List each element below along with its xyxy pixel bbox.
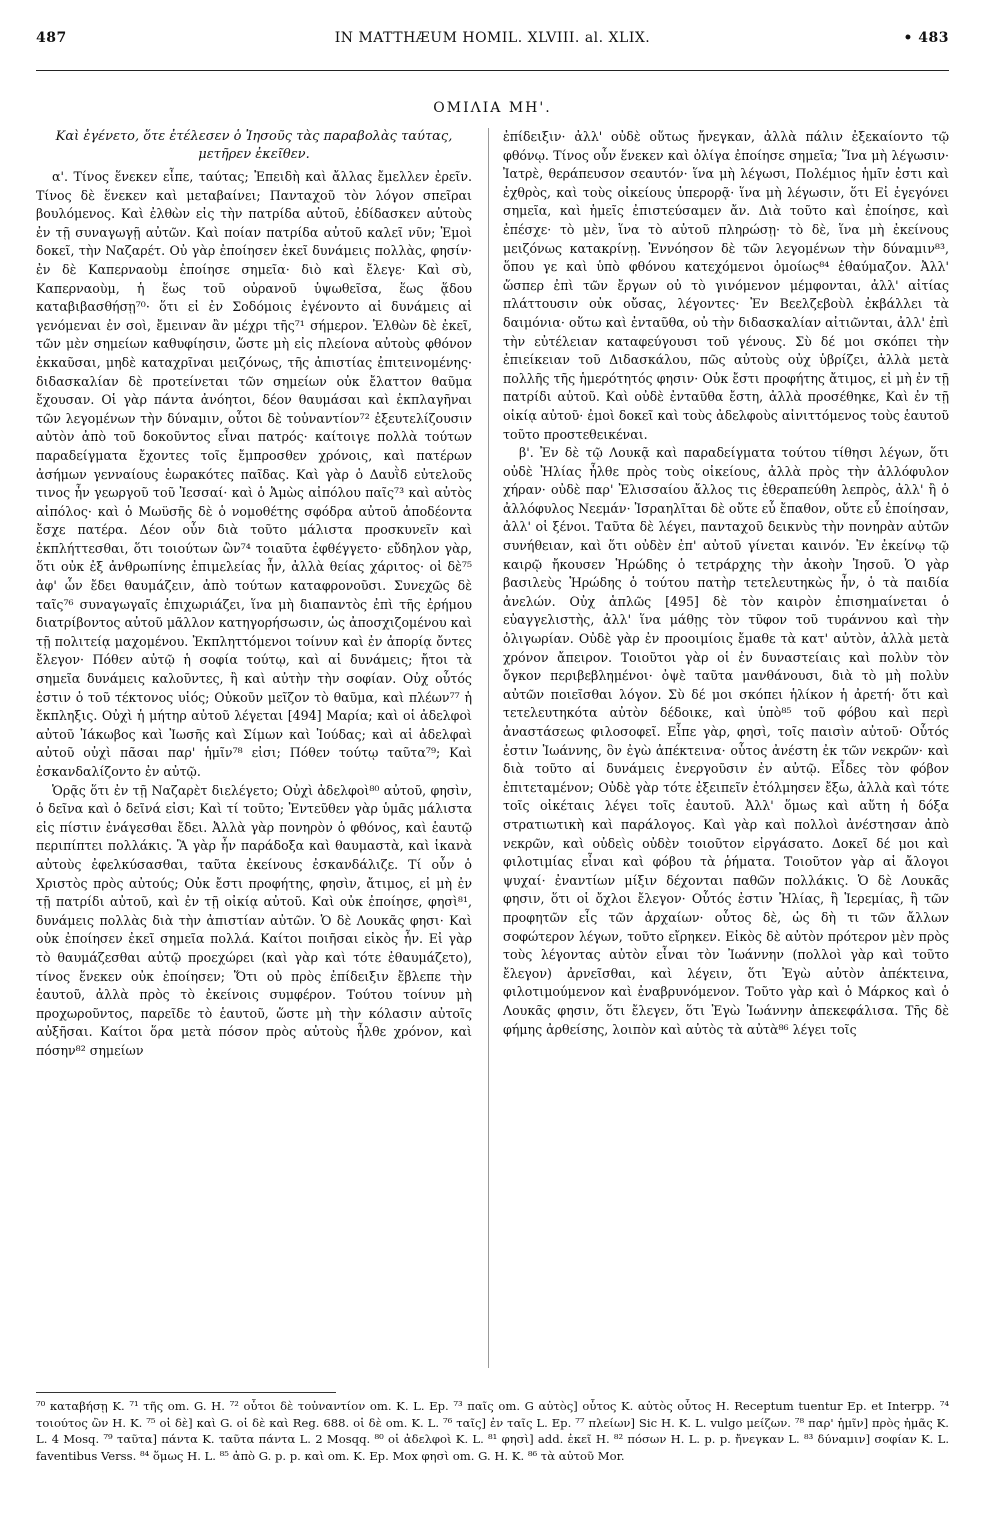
footnotes <box>36 1398 949 1464</box>
footnote-rule <box>36 1392 336 1393</box>
left-column <box>36 128 472 1061</box>
page-number-left: 487 <box>36 30 67 46</box>
left-paragraph-2: Ὁρᾷς ὅτι ἐν τῇ Ναζαρὲτ διελέγετο; Οὐχὶ ἀδελφοὶ⁸⁰ αὐτοῦ, φησὶν, ὁ δεῖνα καὶ ὁ δεῖνά εἰσι; Καὶ τί τοῦτο; Ἐντεῦθεν γὰρ ὑμᾶς μάλιστα εἰς πίστιν ἐνάγεσθαι ἔδει. Ἀλλὰ γὰρ πονηρὸν ὁ φθόνος, καὶ ἑαυτῷ περιπίπτει πολλάκις. Ἃ γὰρ ἦν παράδοξα καὶ θαυμαστὰ, καὶ ἱκανὰ αὐτοὺς ἐφελκύσασθαι, ταῦτα ἐκείνους ἐσκανδάλιζε. Τί οὖν ὁ Χριστὸς πρὸς αὐτούς; Οὐκ ἔστι προφήτης, φησὶν, ἄτιμος, εἰ μὴ ἐν τῇ πατρίδι αὐτοῦ, καὶ ἐν τῇ οἰκίᾳ αὐτοῦ. Καὶ οὐκ ἐποίησε, φησὶ⁸¹, δυνάμεις πολλὰς διὰ τὴν ἀπιστίαν αὐτῶν. Ὁ δὲ Λουκᾶς φησι· Καὶ οὐκ ἐποίησεν ἐκεῖ σημεῖα πολλά. Καίτοι ποιῆσαι εἰκὸς ἦν. Εἰ γὰρ τὸ θαυμάζεσθαι αὐτῷ προεχώρει (καὶ γὰρ καὶ τότε ἐθαυμάζετο), τίνος ἕνεκεν οὐκ ἐποίησεν; Ὅτι οὐ πρὸς ἐπίδειξιν ἔβλεπε τὴν ἑαυτοῦ, ἀλλὰ πρὸς τὸ ἐκείνοις συμφέρον. Τούτου τοίνυν μὴ προχωροῦντος, παρεῖδε τὸ ἑαυτοῦ, ὥστε μὴ τὴν κόλασιν αὐτοῖς αὐξῆσαι. Καίτοι ὅρα μετὰ πόσον πρὸς αὐτοὺς ἦλθε χρόνον, καὶ πόσην⁸² σημείων <box>36 782 472 1058</box>
header-rule <box>36 70 949 71</box>
column-divider <box>488 128 489 1368</box>
scripture-lemma: Καὶ ἐγένετο, ὅτε ἐτέλεσεν ὁ Ἰησοῦς τὰς παραβολὰς ταύτας, μετῆρεν ἐκεῖθεν. <box>55 129 453 162</box>
right-column <box>503 128 949 1039</box>
footnote-block: ⁷⁰ καταβήσῃ K. ⁷¹ τῆς om. G. H. ⁷² οὗτοι δὲ τοὐναντίον om. K. L. Ep. ⁷³ παῖς om. G αὐτὸς] οὗτος K. αὐτὸς οὗτος H. Receptum tuentur Ep. et Interpp. ⁷⁴ τοιούτος ὢν H. K. ⁷⁵ οἱ δὲ] καὶ G. οἱ δὲ καὶ Reg. 688. οἱ δὲ om. K. L. ⁷⁶ ταῖς] ἐν ταῖς L. Ep. ⁷⁷ πλείων] Sic H. K. L. vulgo μείζων. ⁷⁸ παρ' ἡμῖν] πρὸς ἡμᾶς K. L. 4 Mosq. ⁷⁹ ταῦτα] πάντα K. ταῦτα πάντα L. 2 Mosqq. ⁸⁰ οἱ ἀδελφοὶ K. L. ⁸¹ φησὶ] add. ἐκεῖ H. ⁸² πόσων H. L. p. p. ἤνεγκαν L. ⁸³ δύναμιν] σοφίαν K. L. faventibus Verss. ⁸⁴ ὅμως H. L. ⁸⁵ ἀπὸ G. p. p. καὶ om. K. Ep. Mox φησὶ om. G. H. K. ⁸⁶ τὰ αὐτοῦ Mor. <box>36 1399 949 1463</box>
homily-title: ΟΜΙΛΙΑ ΜΗ'. <box>433 100 552 116</box>
page-number-right: • 483 <box>903 30 949 46</box>
running-title: IN MATTHÆUM HOMIL. XLVIII. al. XLIX. <box>334 30 651 46</box>
right-paragraph-1: ἐπίδειξιν· ἀλλ' οὐδὲ οὕτως ἤνεγκαν, ἀλλὰ πάλιν ἐξεκαίοντο τῷ φθόνῳ. Τίνος οὖν ἕνεκεν καὶ ὀλίγα ἐποίησε σημεῖα; Ἵνα μὴ λέγωσιν· Ἰατρὲ, θεράπευσον σεαυτόν· ἵνα μὴ λέγωσι, Πολέμιος ἡμῖν ἐστι καὶ ἐχθρὸς, καὶ τοὺς οἰκείους ὑπερορᾷ· ἵνα μὴ λέγωσιν, ὅτι Εἰ ἐγεγόνει σημεῖα, καὶ ἡμεῖς ἐπιστεύσαμεν ἄν. Διὰ τοῦτο καὶ ἐποίησε, καὶ ἐπέσχε· τὸ μὲν, ἵνα τὸ αὐτοῦ πληρώσῃ· τὸ δὲ, ἵνα μὴ ἐκείνους μειζόνως κατακρίνῃ. Ἐννόησον δὲ τῶν λεγομένων τὴν δύναμιν⁸³, ὅπου γε καὶ ὑπὸ φθόνου κατεχόμενοι ὁμοίως⁸⁴ ἐθαύμαζον. Ἀλλ' ὥσπερ ἐπὶ τῶν ἔργων οὐ τὸ γινόμενον μέμφονται, ἀλλ' αἰτίας πλάττουσιν οὐκ οὔσας, λέγοντες· Ἐν Βεελζεβοὺλ ἐκβάλλει τὰ δαιμόνια· οὕτω καὶ ἐνταῦθα, οὐ τὴν διδασκαλίαν αἰτιῶνται, ἀλλ' ἐπὶ τὴν εὐτέλειαν καταφεύγουσι τοῦ γένους. Σὺ δέ μοι σκόπει τὴν ἐπιείκειαν τοῦ Διδασκάλου, πῶς αὐτοὺς οὐχ ὑβρίζει, ἀλλὰ μετὰ πολλῆς τῆς ἡμερότητός φησιν· Οὐκ ἔστι προφήτης ἄτιμος, εἰ μὴ ἐν τῇ πατρίδι αὐτοῦ. Καὶ οὐδὲ ἐνταῦθα ἔστη, ἀλλὰ προσέθηκε, Καὶ ἐν τῇ οἰκίᾳ αὐτοῦ· ἐμοὶ δοκεῖ καὶ τοὺς ἀδελφοὺς αἰνιττόμενος τοὺς ἑαυτοῦ τοῦτο προστεθεικέναι. <box>503 129 949 442</box>
left-paragraph-1: α'. Τίνος ἕνεκεν εἶπε, ταύτας; Ἐπειδὴ καὶ ἄλλας ἔμελλεν ἐρεῖν. Τίνος δὲ ἕνεκεν καὶ μεταβαίνει; Πανταχοῦ τὸν λόγον σπεῖραι βουλόμενος. Καὶ ἐλθὼν εἰς τὴν πατρίδα αὐτοῦ, ἐδίδασκεν αὐτοὺς ἐν τῇ συναγωγῇ αὐτῶν. Καὶ ποίαν πατρίδα αὐτοῦ καλεῖ νῦν; Ἐμοὶ δοκεῖ, τὴν Ναζαρέτ. Οὐ γὰρ ἐποίησεν ἐκεῖ δυνάμεις πολλὰς, φησίν· ἐν δὲ Καπερναοὺμ ἐποίησε σημεῖα· διὸ καὶ ἔλεγε· Καὶ σὺ, Καπερναοὺμ, ἡ ἕως τοῦ οὐρανοῦ ὑψωθεῖσα, ἕως ᾅδου καταβιβασθήσῃ⁷⁰· ὅτι εἰ ἐν Σοδόμοις ἐγένοντο αἱ δυνάμεις αἱ γενόμεναι ἐν σοὶ, ἔμειναν ἂν μέχρι τῆς⁷¹ σήμερον. Ἐλθὼν δὲ ἐκεῖ, τῶν μὲν σημείων καθυφίησιν, ὥστε μὴ εἰς πλείονα αὐτοὺς φθόνον ἐκκαῦσαι, μηδὲ καταχρῖναι μειζόνως, τῆς ἀπιστίας ἐπιτεινομένης· διδασκαλίαν δὲ προτείνεται τῶν σημείων οὐκ ἔλαττον θαῦμα ἔχουσαν. Οἱ γὰρ πάντα ἀνόητοι, δέον θαυμάσαι καὶ ἐκπλαγῆναι τῶν λεγομένων τὴν δύναμιν, οὗτοι δὲ τοὐναντίον⁷² ἐξευτελίζουσιν αὐτὸν ἀπὸ τοῦ δοκοῦντος εἶναι πατρός· καίτοιγε πολλὰ τούτων παραδείγματα ἔχοντες τοῖς ἔμπροσθεν χρόνοις, καὶ πατέρων ἀσήμων γενναίους ἑωρακότες παῖδας. Καὶ γὰρ ὁ Δαυῒδ εὐτελοῦς τινος ἦν γεωργοῦ τοῦ Ἰεσσαί· καὶ ὁ Ἀμὼς αἰπόλου παῖς⁷³ καὶ αὐτὸς αἰπόλος· καὶ ὁ Μωϋσῆς δὲ ὁ νομοθέτης σφόδρα αὐτοῦ ἀποδέοντα ἔσχε πατέρα. Δέον οὖν διὰ τοῦτο μάλιστα προσκυνεῖν καὶ ἐκπλήττεσθαι, ὅτι τοιούτων ὢν⁷⁴ τοιαῦτα ἐφθέγγετο· εὔδηλον γὰρ, ὅτι οὐκ ἐξ ἀνθρωπίνης ἐπιμελείας ἦν, ἀλλὰ θείας χάριτος· οἱ δὲ⁷⁵ ἀφ' ὧν ἔδει θαυμάζειν, ἀπὸ τούτων καταφρονοῦσι. Συνεχῶς δὲ ταῖς⁷⁶ συναγωγαῖς ἐπιχωριάζει, ἵνα μὴ διαπαντὸς ἐπὶ τῆς ἐρήμου διατρίβοντος αὐτοῦ μᾶλλον κατηγορήσωσιν, ὡς ἀποσχιζομένου καὶ τῇ πολιτείᾳ μαχομένου. Ἐκπληττόμενοι τοίνυν καὶ ἐν ἀπορίᾳ ὄντες ἔλεγον· Πόθεν αὐτῷ ἡ σοφία τούτῳ, καὶ αἱ δυνάμεις; ἤτοι τὰ σημεῖα δυνάμεις καλοῦντες, ἢ καὶ αὐτὴν τὴν σοφίαν. Οὐχ οὗτός ἐστιν ὁ τοῦ τέκτονος υἱός; Οὐκοῦν μεῖζον τὸ θαῦμα, καὶ πλέων⁷⁷ ἡ ἔκπληξις. Οὐχὶ ἡ μήτηρ αὐτοῦ λέγεται [494] Μαρία; καὶ οἱ ἀδελφοὶ αὐτοῦ Ἰάκωβος καὶ Ἰωσῆς καὶ Σίμων καὶ Ἰούδας; καὶ αἱ ἀδελφαὶ αὐτοῦ οὐχὶ πᾶσαι παρ' ἡμῖν⁷⁸ εἰσι; Πόθεν τούτῳ ταῦτα⁷⁹; Καὶ ἐσκανδαλίζοντο ἐν αὐτῷ. <box>36 169 472 779</box>
right-paragraph-2: β'. Ἐν δὲ τῷ Λουκᾷ καὶ παραδείγματα τούτου τίθησι λέγων, ὅτι οὐδὲ Ἠλίας ἦλθε πρὸς τοὺς οἰκείους, ἀλλὰ πρὸς τὴν ἀλλόφυλον χήραν· οὐδὲ παρ' Ἐλισσαίου ἄλλος τις ἐθεραπεύθη λεπρὸς, ἀλλ' ἢ ὁ ἀλλόφυλος Νεεμάν· Ἰσραηλῖται δὲ οὔτε εὖ ἔπαθον, οὔτε εὖ ἐποίησαν, ἀλλ' οἱ ξένοι. Ταῦτα δὲ λέγει, πανταχοῦ δεικνὺς τὴν πονηρὰν αὐτῶν συνήθειαν, καὶ ὅτι οὐδὲν ἐπ' αὐτοῦ γίνεται καινόν. Ἐν ἐκείνῳ τῷ καιρῷ ἤκουσεν Ἡρώδης ὁ τετράρχης τὴν ἀκοὴν Ἰησοῦ. Ὁ γὰρ βασιλεὺς Ἡρώδης ὁ τούτου πατὴρ τετελευτηκὼς ἦν, ὁ τὰ παιδία ἀνελών. Οὐχ ἁπλῶς [495] δὲ τὸν καιρὸν ἐπισημαίνεται ὁ εὐαγγελιστὴς, ἀλλ' ἵνα μάθῃς τὸν τῦφον τοῦ τυράννου καὶ τὴν ὀλιγωρίαν. Οὐδὲ γὰρ ἐν προοιμίοις ἔμαθε τὰ κατ' αὐτὸν, ἀλλὰ μετὰ χρόνον ἄπειρον. Τοιοῦτοι γὰρ οἱ ἐν δυναστείαις καὶ πολὺν τὸν ὄγκον περιβεβλημένοι· ὀψὲ ταῦτα μανθάνουσι, διὰ τὸ μὴ πολὺν αὐτῶν ποιεῖσθαι λόγον. Σὺ δέ μοι σκόπει ἡλίκον ἡ ἀρετή· ὅτι καὶ τετελευτηκότα αὐτὸν δέδοικε, καὶ ὑπὸ⁸⁵ τοῦ φόβου καὶ περὶ ἀναστάσεως φιλοσοφεῖ. Εἶπε γὰρ, φησὶ, τοῖς παισὶν αὐτοῦ· Οὗτός ἐστιν Ἰωάννης, ὃν ἐγὼ ἀπέκτεινα· οὗτος ἀνέστη ἐκ τῶν νεκρῶν· καὶ διὰ τοῦτο αἱ δυνάμεις ἐνεργοῦσιν ἐν αὐτῷ. Εἶδες τὸν φόβον ἐπιτεταμένον; Οὐδὲ γὰρ τότε ἐξειπεῖν ἐτόλμησεν ἔξω, ἀλλὰ καὶ τότε τοῖς οἰκέταις λέγει τοῖς ἑαυτοῦ. Ἀλλ' ὅμως καὶ αὕτη ἡ δόξα στρατιωτικὴ καὶ παράλογος. Καὶ γὰρ καὶ πολλοὶ ἀνέστησαν ἀπὸ νεκρῶν, καὶ οὐδεὶς οὐδὲν τοιοῦτον εἰργάσατο. Δοκεῖ δέ μοι καὶ φιλοτιμίας εἶναι καὶ φόβου τὰ ῥήματα. Τοιοῦτον γὰρ αἱ ἄλογοι ψυχαί· ἐναντίων μίξιν δέχονται παθῶν πολλάκις. Ὁ δὲ Λουκᾶς φησιν, ὅτι οἱ ὄχλοι ἔλεγον· Οὗτός ἐστιν Ἠλίας, ἢ Ἱερεμίας, ἢ τῶν προφητῶν εἷς τῶν ἀρχαίων· οὗτος δὲ, ὡς δὴ τι τῶν ἄλλων σοφώτερον λέγων, τοῦτο εἴρηκεν. Εἰκὸς δὲ αὐτὸν πρότερον μὲν πρὸς τοὺς λέγοντας αὐτὸν εἶναι τὸν Ἰωάννην (πολλοὶ γὰρ καὶ τοῦτο ἔλεγον) ἀρνεῖσθαι, καὶ λέγειν, ὅτι Ἐγὼ αὐτὸν ἀπέκτεινα, φιλοτιμούμενον καὶ ἐναβρυνόμενον. Τοῦτο γὰρ καὶ ὁ Μάρκος καὶ ὁ Λουκᾶς φησιν, ὅτι ἔλεγεν, ὅτι Ἐγὼ Ἰωάννην ἀπεκεφάλισα. Τῆς δὲ φήμης ἀρθείσης, λοιπὸν καὶ αὐτὸς τὰ αὐτὰ⁸⁶ λέγει τοῖς <box>503 445 949 1037</box>
running-head <box>36 30 949 52</box>
